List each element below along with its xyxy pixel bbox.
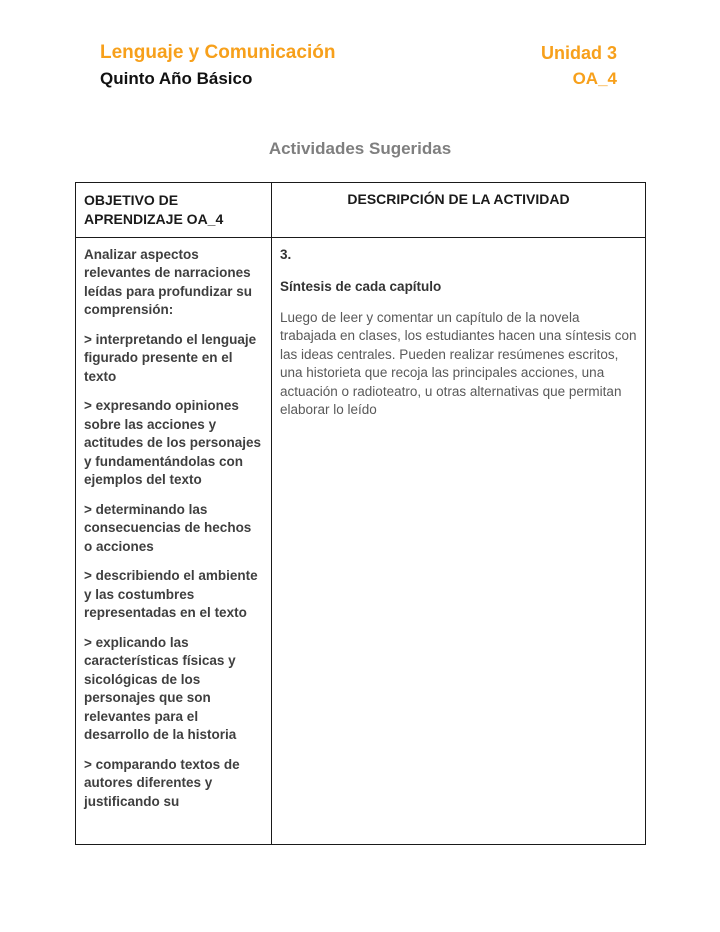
objective-bullet-4: > describiendo el ambiente y las costumbres representadas en el texto — [84, 568, 258, 621]
objective-bullet-1: > interpretando el lenguaje figurado presente en el texto — [84, 331, 257, 384]
section-title: Actividades Sugeridas — [268, 138, 452, 158]
table-body-row — [76, 237, 646, 844]
unit-label: Unidad 3 — [540, 43, 617, 63]
grade-title: Quinto Año Básico — [100, 68, 253, 88]
objective-bullet-5: > explicando las características físicas y sicológicas de los personajes que son relevantes para el desarrollo de la historia — [84, 634, 237, 743]
objective-bullet-6: > comparando textos de autores diferentes y justificando su — [84, 756, 240, 809]
activity-body: Luego de leer y comentar un capítulo de la novela trabajada en clases, los estudiantes hacen una síntesis con las ideas centrales. Pueden realizar resúmenes escritos, una historieta que recoja las principales acciones, una actuación o radioteatro, u otras alternativas que permitan elaborar lo leído — [280, 309, 637, 418]
objective-bullet-2: > expresando opiniones sobre las acciones y actitudes de los personajes y fundamentándolas con ejemplos del texto — [84, 398, 262, 488]
activity-title: Síntesis de cada capítulo — [280, 279, 442, 295]
description-column-header: DESCRIPCIÓN DE LA ACTIVIDAD — [272, 182, 646, 237]
course-title: Lenguaje y Comunicación — [100, 42, 336, 63]
activity-cell — [272, 237, 646, 844]
objective-intro: Analizar aspectos relevantes de narraciones leídas para profundizar su comprensión: — [84, 246, 253, 318]
activity-number: 3. — [280, 246, 292, 262]
objective-bullet-3: > determinando las consecuencias de hechos o acciones — [84, 501, 252, 554]
objective-cell — [76, 237, 272, 844]
objective-column-header: OBJETIVO DE APRENDIZAJE OA_4 — [76, 182, 272, 237]
oa-label: OA_4 — [572, 68, 617, 88]
activities-table — [75, 182, 646, 845]
document-header — [0, 0, 720, 89]
header-right-block — [541, 42, 617, 89]
table-header-row — [76, 182, 646, 237]
header-left-block — [100, 42, 335, 89]
